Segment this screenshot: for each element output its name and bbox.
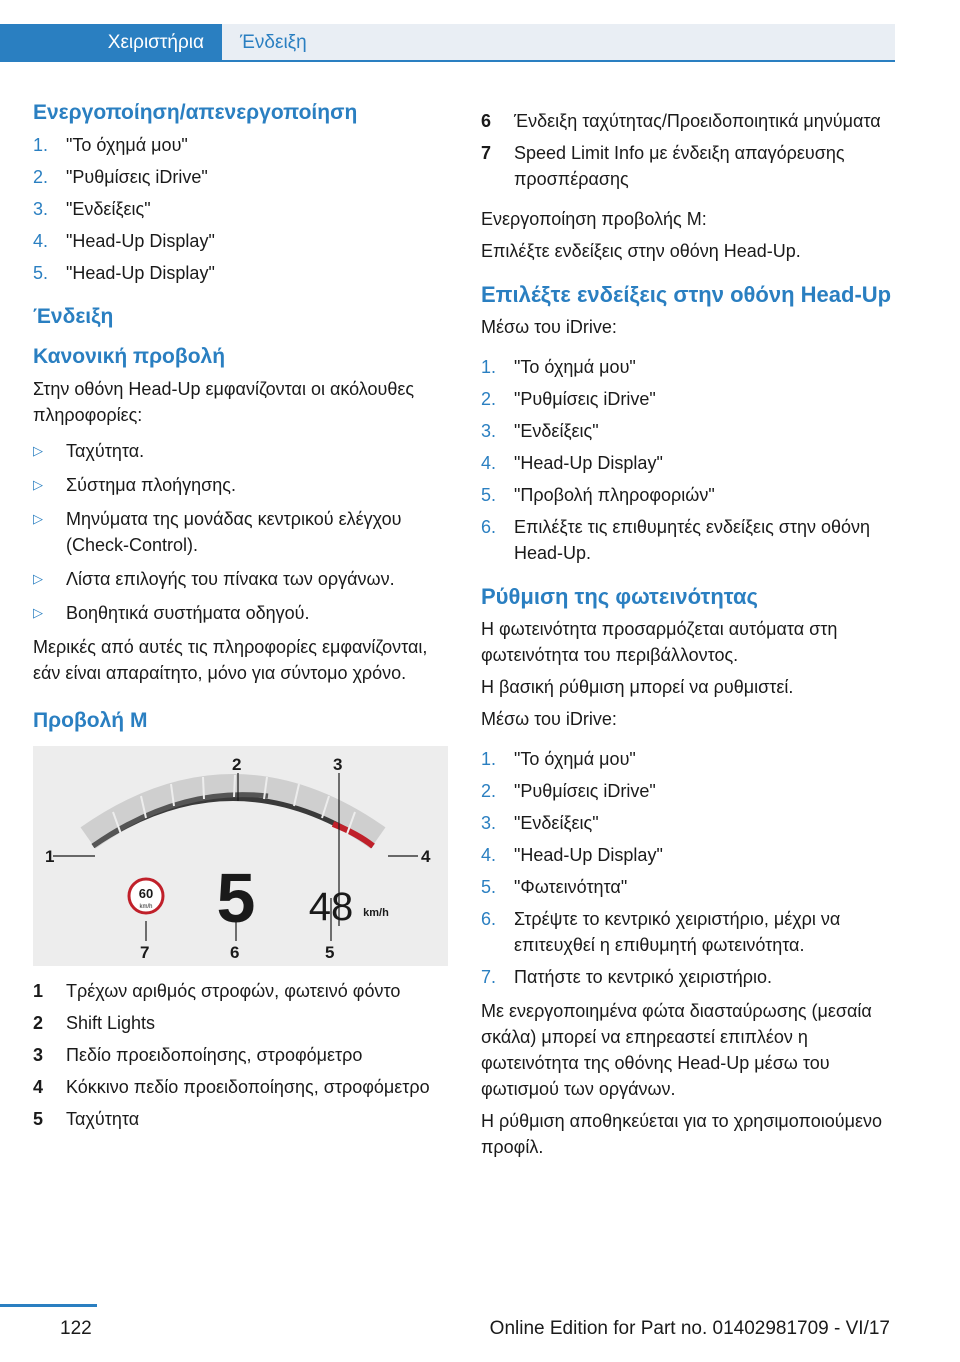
speed-unit: km/h — [363, 907, 389, 919]
list-item: 4. "Head-Up Display" — [33, 231, 215, 251]
callout-3: 3 — [333, 755, 343, 774]
page-number: 122 — [60, 1318, 92, 1339]
list-item: 5. "Head-Up Display" — [33, 263, 215, 283]
legend-item: 3 Πεδίο προειδοποίησης, στροφόμετρο — [33, 1045, 363, 1065]
heading-select-displays: Επιλέξτε ενδείξεις στην οθόνη Head-Up — [481, 282, 892, 307]
steps-select-displays — [481, 354, 896, 566]
triangle-right-icon: ▷ — [33, 511, 43, 526]
callout-5: 5 — [325, 943, 335, 962]
header-rule — [0, 60, 895, 62]
triangle-right-icon: ▷ — [33, 477, 43, 492]
breadcrumb-topic[interactable]: Ένδειξη — [222, 24, 895, 62]
list-item: 5. "Φωτεινότητα" — [481, 877, 628, 897]
list-item: 6. Επιλέξτε τις επιθυμητές ενδείξεις στην οθόνη Head-Up. — [481, 517, 871, 563]
legend-item: 5 Ταχύτητα — [33, 1109, 140, 1129]
paragraph: Η ρύθμιση αποθηκεύεται για το χρησιμοποιούμενο προφίλ. — [481, 1111, 882, 1157]
left-column — [33, 100, 448, 1138]
legend-item: 4 Κόκκινο πεδίο προειδοποίησης, στροφόμετρο — [33, 1077, 430, 1097]
hud-m-view-figure — [33, 746, 448, 966]
info-bullets — [33, 438, 448, 626]
callout-1: 1 — [45, 847, 55, 866]
paragraph: Η φωτεινότητα προσαρμόζεται αυτόματα στη φωτεινότητα του περιβάλλοντος. — [481, 619, 838, 665]
triangle-right-icon: ▷ — [33, 605, 43, 620]
list-item: ▷ Ταχύτητα. — [33, 438, 448, 464]
callout-2: 2 — [232, 755, 242, 774]
list-item: 4. "Head-Up Display" — [481, 845, 663, 865]
list-item: 3. "Ενδείξεις" — [481, 813, 599, 833]
paragraph: Μέσω του iDrive: — [481, 709, 617, 729]
paragraph: Μέσω του iDrive: — [481, 317, 617, 337]
callout-6: 6 — [230, 943, 240, 962]
paragraph: Μερικές από αυτές τις πληροφορίες εμφανίζονται, εάν είναι απαραίτητο, μόνο για σύντομο χρόνο. — [33, 637, 428, 683]
legend-item: 2 Shift Lights — [33, 1013, 156, 1033]
paragraph: Η βασική ρύθμιση μπορεί να ρυθμιστεί. — [481, 677, 794, 697]
paragraph: Ενεργοποίηση προβολής M: — [481, 209, 707, 229]
footer-rule — [0, 1304, 97, 1307]
heading-normal-view: Κανονική προβολή — [33, 345, 226, 368]
callout-4: 4 — [421, 847, 431, 866]
heading-activate: Ενεργοποίηση/απενεργοποίηση — [33, 101, 358, 124]
list-item: 2. "Ρυθμίσεις iDrive" — [481, 389, 656, 409]
paragraph: Με ενεργοποιημένα φώτα διασταύρωσης (μεσαία σκάλα) μπορεί να επηρεαστεί επιπλέον η φωτεινότητα της οθόνης Head-Up μέσω του φωτισμού των οργάνων. — [481, 1001, 872, 1099]
list-item: 1. "Το όχημά μου" — [33, 135, 188, 155]
list-item: 7. Πατήστε το κεντρικό χειριστήριο. — [481, 967, 772, 987]
list-item: ▷ Σύστημα πλοήγησης. — [33, 472, 448, 498]
triangle-right-icon: ▷ — [33, 571, 43, 586]
list-item: 3. "Ενδείξεις" — [33, 199, 151, 219]
hud-illustration — [33, 746, 448, 966]
list-item: 5. "Προβολή πληροφοριών" — [481, 485, 715, 505]
steps-brightness — [481, 746, 896, 990]
list-item: 2. "Ρυθμίσεις iDrive" — [481, 781, 656, 801]
list-item: 1. "Το όχημά μου" — [481, 749, 636, 769]
breadcrumb-section[interactable]: Χειριστήρια — [0, 24, 222, 62]
gear-indicator: 5 — [216, 859, 256, 937]
list-item: 4. "Head-Up Display" — [481, 453, 663, 473]
svg-text:60: 60 — [138, 886, 154, 901]
heading-brightness: Ρύθμιση της φωτεινότητας — [481, 584, 758, 609]
legend-item: 7 Speed Limit Info με ένδειξη απαγόρευσης προσπέρασης — [481, 143, 845, 189]
figure-legend-continued — [481, 108, 896, 192]
list-item: 6. Στρέψτε το κεντρικό χειριστήριο, μέχρι να επιτευχθεί η επιθυμητή φωτεινότητα. — [481, 909, 841, 955]
list-item: ▷ Βοηθητικά συστήματα οδηγού. — [33, 600, 448, 626]
speed-value: 48 — [308, 885, 354, 929]
edition-info: Online Edition for Part no. 01402981709 - VI/17 — [489, 1318, 890, 1339]
list-item: ▷ Λίστα επιλογής του πίνακα των οργάνων. — [33, 566, 448, 592]
svg-text:km/h: km/h — [139, 904, 153, 910]
heading-display: Ένδειξη — [33, 305, 114, 328]
list-item: 3. "Ενδείξεις" — [481, 421, 599, 441]
right-column — [481, 108, 896, 1166]
list-item: 1. "Το όχημά μου" — [481, 357, 636, 377]
tachometer-arc — [88, 787, 378, 846]
legend-item: 6 Ένδειξη ταχύτητας/Προειδοποιητικά μηνύματα — [481, 111, 881, 131]
paragraph: Επιλέξτε ενδείξεις στην οθόνη Head-Up. — [481, 241, 801, 261]
triangle-right-icon: ▷ — [33, 443, 43, 458]
callout-7: 7 — [140, 943, 150, 962]
page-header — [0, 24, 895, 62]
figure-legend — [33, 978, 448, 1132]
heading-m-view: Προβολή M — [33, 709, 148, 732]
paragraph: Στην οθόνη Head-Up εμφανίζονται οι ακόλουθες πληροφορίες: — [33, 379, 415, 425]
legend-item: 1 Τρέχων αριθμός στροφών, φωτεινό φόντο — [33, 981, 401, 1001]
list-item: 2. "Ρυθμίσεις iDrive" — [33, 167, 208, 187]
list-item: ▷ Μηνύματα της μονάδας κεντρικού ελέγχου (Check-Control). — [33, 506, 448, 558]
steps-activate — [33, 132, 448, 286]
